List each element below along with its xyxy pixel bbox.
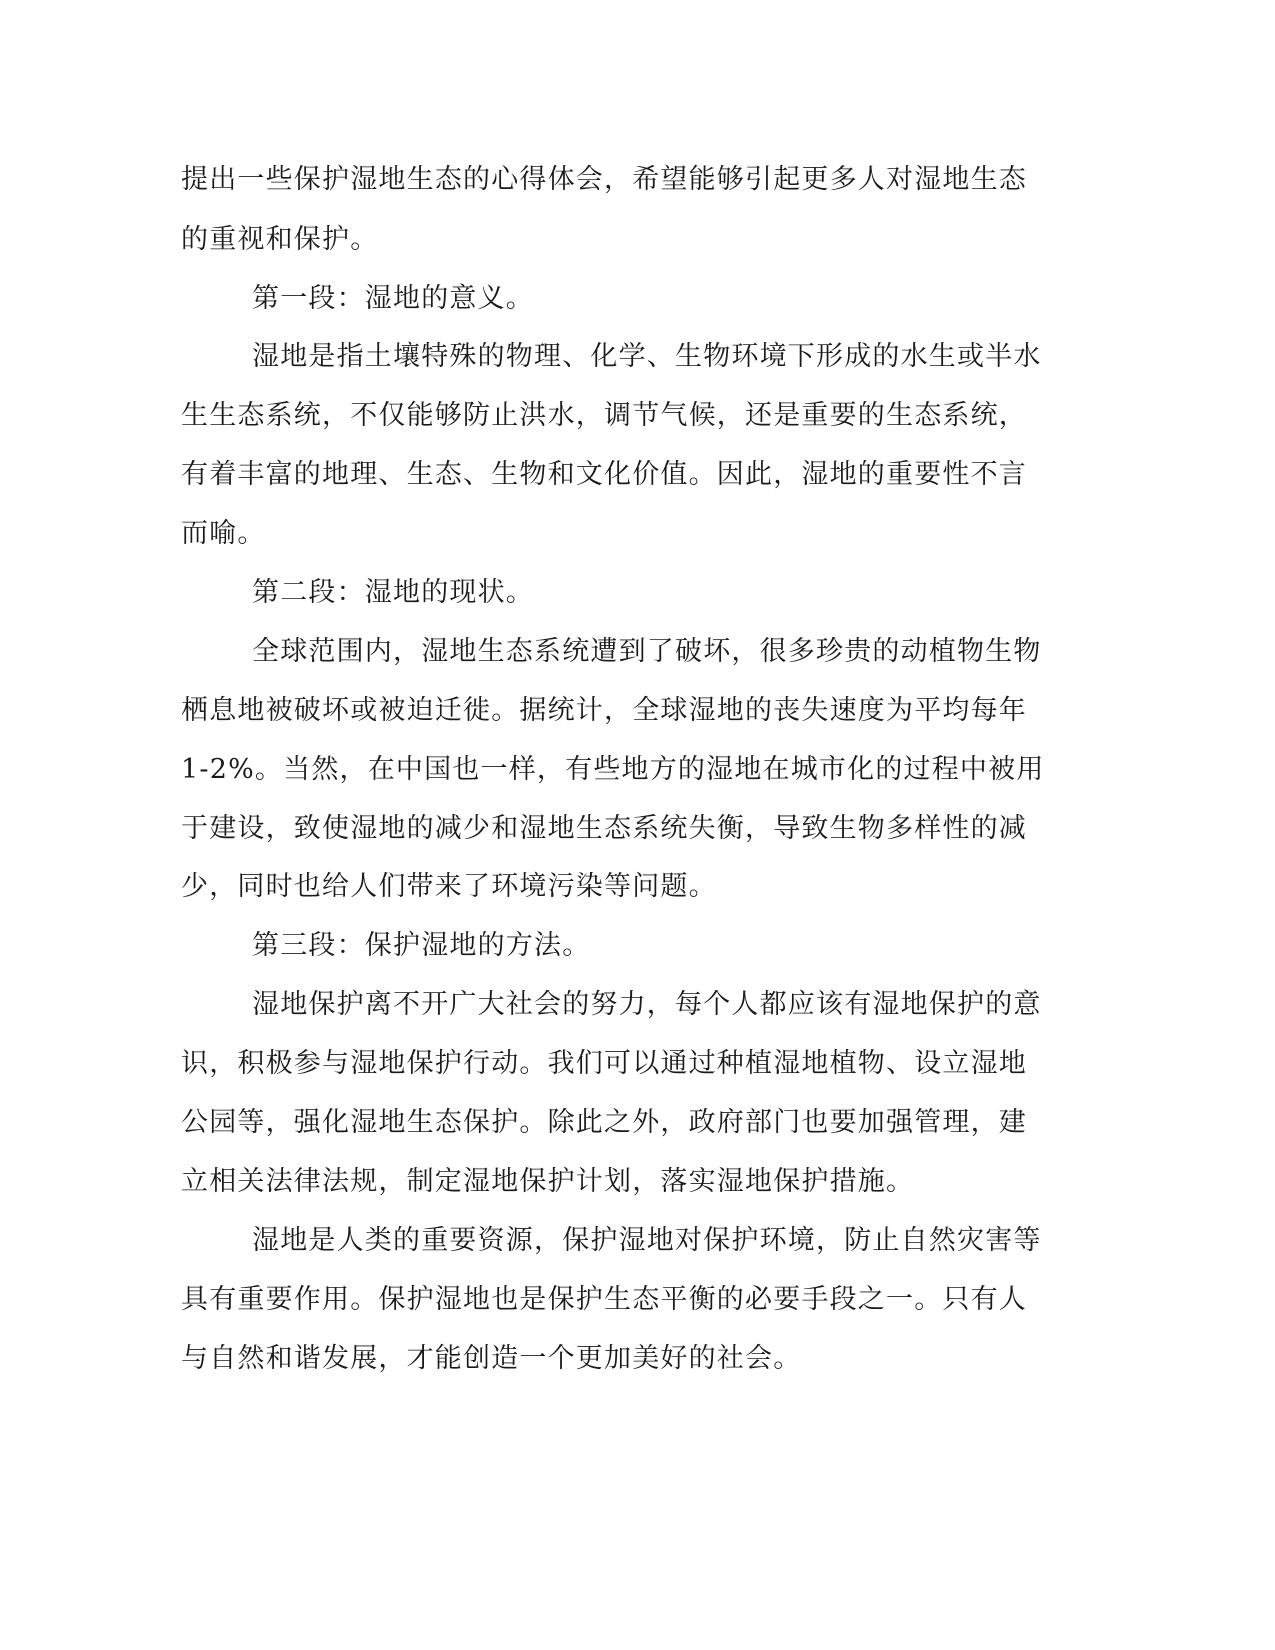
text-line-7: 而喻。	[181, 518, 266, 549]
text-line-6: 有着丰富的地理、生态、生物和文化价值。因此，湿地的重要性不言	[181, 459, 1027, 490]
text-line-17: 公园等，强化湿地生态保护。除此之外，政府部门也要加强管理，建	[181, 1107, 1027, 1138]
text-line-11: 1-2%。当然，在中国也一样，有些地方的湿地在城市化的过程中被用	[181, 754, 1045, 785]
text-line-12: 于建设，致使湿地的减少和湿地生态系统失衡，导致生物多样性的减	[181, 813, 1027, 844]
text-line-2: 的重视和保护。	[181, 224, 379, 255]
text-line-5: 生生态系统，不仅能够防止洪水，调节气候，还是重要的生态系统，	[181, 400, 1027, 431]
text-line-18: 立相关法律法规，制定湿地保护计划，落实湿地保护措施。	[181, 1166, 915, 1197]
text-line-9: 全球范围内，湿地生态系统遭到了破坏，很多珍贵的动植物生物	[252, 636, 1042, 667]
section-heading-1: 第一段：湿地的意义。	[252, 283, 534, 314]
text-line-10: 栖息地被破坏或被迫迁徙。据统计，全球湿地的丧失速度为平均每年	[181, 695, 1027, 726]
text-line-13: 少，同时也给人们带来了环境污染等问题。	[181, 871, 717, 902]
section-heading-3: 第三段：保护湿地的方法。	[252, 930, 591, 961]
text-line-1: 提出一些保护湿地生态的心得体会，希望能够引起更多人对湿地生态	[181, 164, 1027, 195]
text-line-19: 湿地是人类的重要资源，保护湿地对保护环境，防止自然灾害等	[252, 1225, 1042, 1256]
text-line-4: 湿地是指土壤特殊的物理、化学、生物环境下形成的水生或半水	[252, 341, 1042, 372]
text-line-20: 具有重要作用。保护湿地也是保护生态平衡的必要手段之一。只有人	[181, 1284, 1027, 1315]
text-line-21: 与自然和谐发展，才能创造一个更加美好的社会。	[181, 1343, 802, 1374]
section-heading-2: 第二段：湿地的现状。	[252, 577, 534, 608]
text-line-15: 湿地保护离不开广大社会的努力，每个人都应该有湿地保护的意	[252, 989, 1042, 1020]
text-line-16: 识，积极参与湿地保护行动。我们可以通过种植湿地植物、设立湿地	[181, 1048, 1027, 1079]
